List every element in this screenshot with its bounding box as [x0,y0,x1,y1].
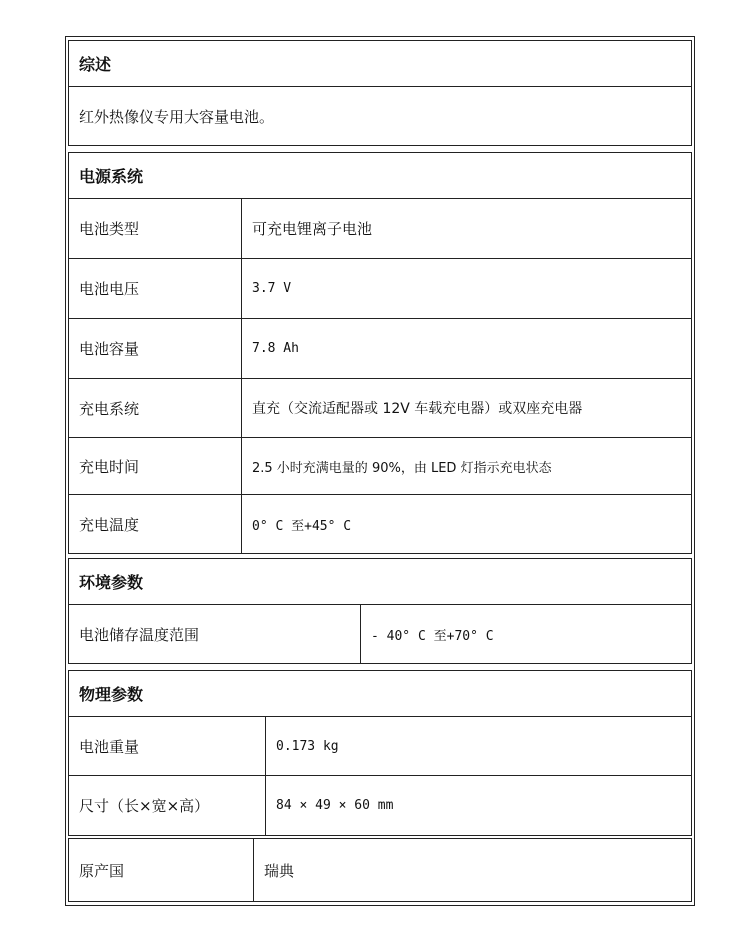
origin-value: 瑞典 [264,861,295,880]
environment-heading-row [69,559,691,604]
spec-row [69,318,691,378]
spec-label: 充电时间 [79,457,140,476]
spec-value: 3.7 V [252,281,292,296]
spec-row [69,437,691,494]
spec-value: 84 × 49 × 60 mm [276,798,394,813]
spec-value: 0.173 kg [276,738,339,754]
spec-row [69,258,691,318]
physical-heading: 物理参数 [79,685,144,704]
spec-value: 直充（交流适配器或 12V 车载充电器）或双座充电器 [252,401,583,417]
environment-section [68,558,692,664]
spec-value: - 40° C 至+70° C [371,628,494,644]
spec-value: 可充电锂离子电池 [252,220,373,238]
overview-text-row [69,86,691,145]
spec-label: 充电系统 [79,399,140,418]
environment-heading: 环境参数 [79,573,144,592]
spec-label: 电池重量 [79,737,140,756]
physical-heading-row [69,671,691,716]
spec-label: 电池容量 [79,340,140,358]
origin-row [69,839,691,901]
spec-value: 2.5 小时充满电量的 90%，由 LED 灯指示充电状态 [252,460,552,476]
power-section [68,152,692,554]
spec-row [69,494,691,553]
spec-row [69,604,691,663]
spec-row [69,775,691,835]
spec-row [69,716,691,775]
spec-label: 电池电压 [79,280,140,298]
power-heading: 电源系统 [79,167,144,186]
origin-label: 原产国 [79,861,125,880]
physical-section [68,670,692,836]
overview-heading-row [69,41,691,86]
spec-value: 7.8 Ah [252,341,299,356]
spec-row [69,378,691,437]
overview-section [68,40,692,146]
overview-heading: 综述 [79,55,112,74]
spec-label: 电池类型 [79,220,140,238]
spec-label: 尺寸（长×宽×高） [79,797,210,815]
spec-label: 充电温度 [79,515,140,534]
origin-section [68,838,692,902]
spec-label: 电池储存温度范围 [79,625,200,644]
overview-text: 红外热像仪专用大容量电池。 [79,107,275,126]
power-heading-row [69,153,691,198]
spec-value: 0° C 至+45° C [252,518,352,534]
spec-row [69,198,691,258]
